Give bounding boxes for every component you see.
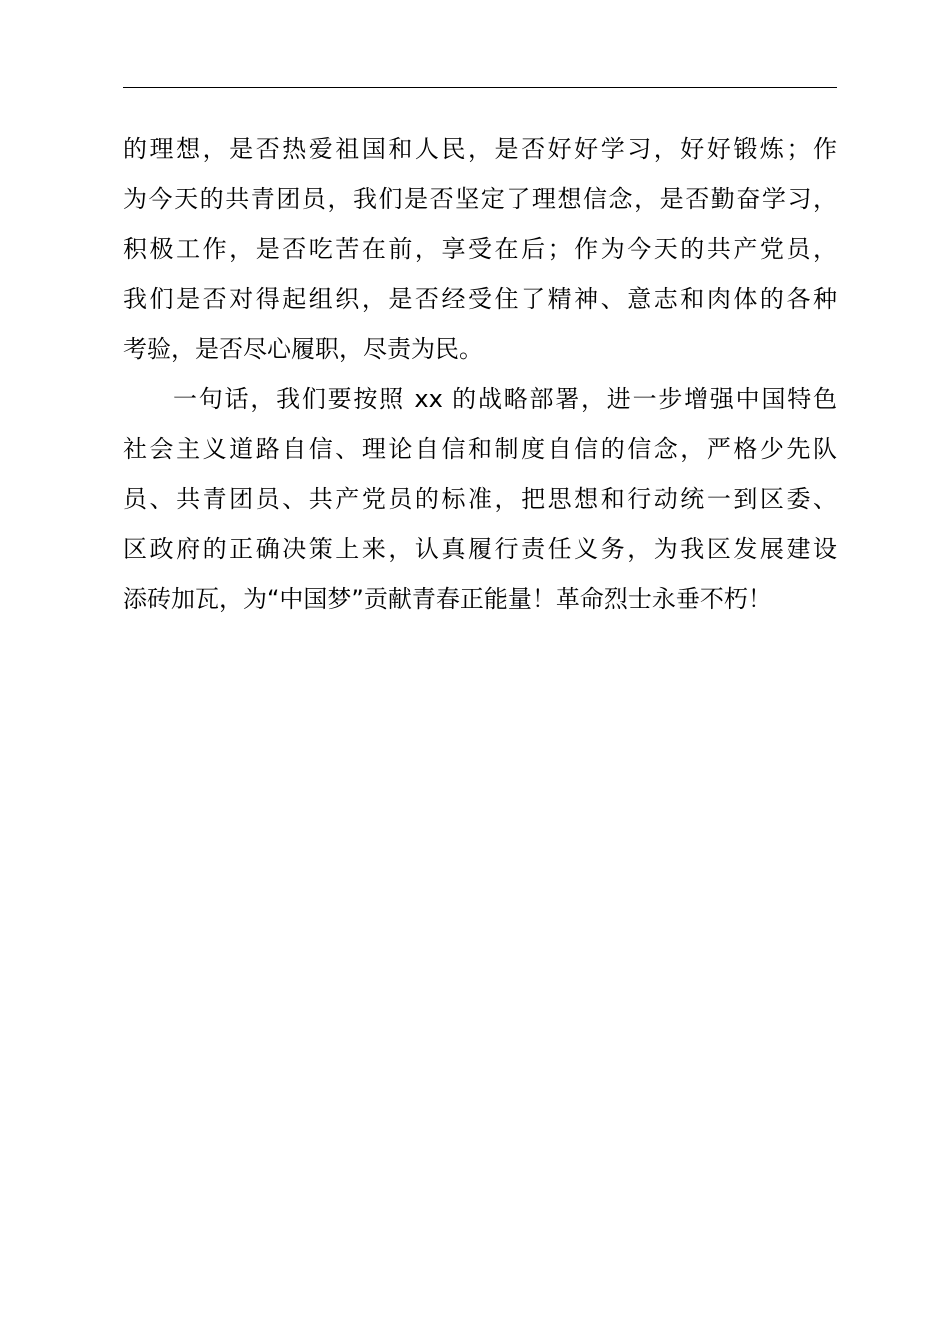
text-line: 员、共青团员、共产党员的标准，把思想和行动统一到区委、 xyxy=(123,485,837,513)
text-line: 考验，是否尽心履职，尽责为民。 xyxy=(123,335,483,363)
text-line: 为今天的共青团员，我们是否坚定了理想信念，是否勤奋学习， xyxy=(123,185,837,213)
text-line: 社会主义道路自信、理论自信和制度自信的信念，严格少先队 xyxy=(123,435,837,463)
text-line: 区政府的正确决策上来，认真履行责任义务，为我区发展建设 xyxy=(123,535,837,563)
body-text xyxy=(123,124,837,624)
text-line: 的理想，是否热爱祖国和人民，是否好好学习，好好锻炼；作 xyxy=(123,135,837,163)
text-line: 一句话，我们要按照 xx 的战略部署，进一步增强中国特色 xyxy=(173,385,837,413)
text-line: 添砖加瓦，为“中国梦”贡献青春正能量！革命烈士永垂不朽！ xyxy=(123,585,772,613)
text-line: 我们是否对得起组织，是否经受住了精神、意志和肉体的各种 xyxy=(123,285,837,313)
text-line: 积极工作，是否吃苦在前，享受在后；作为今天的共产党员， xyxy=(123,235,837,263)
header-rule xyxy=(123,87,837,88)
